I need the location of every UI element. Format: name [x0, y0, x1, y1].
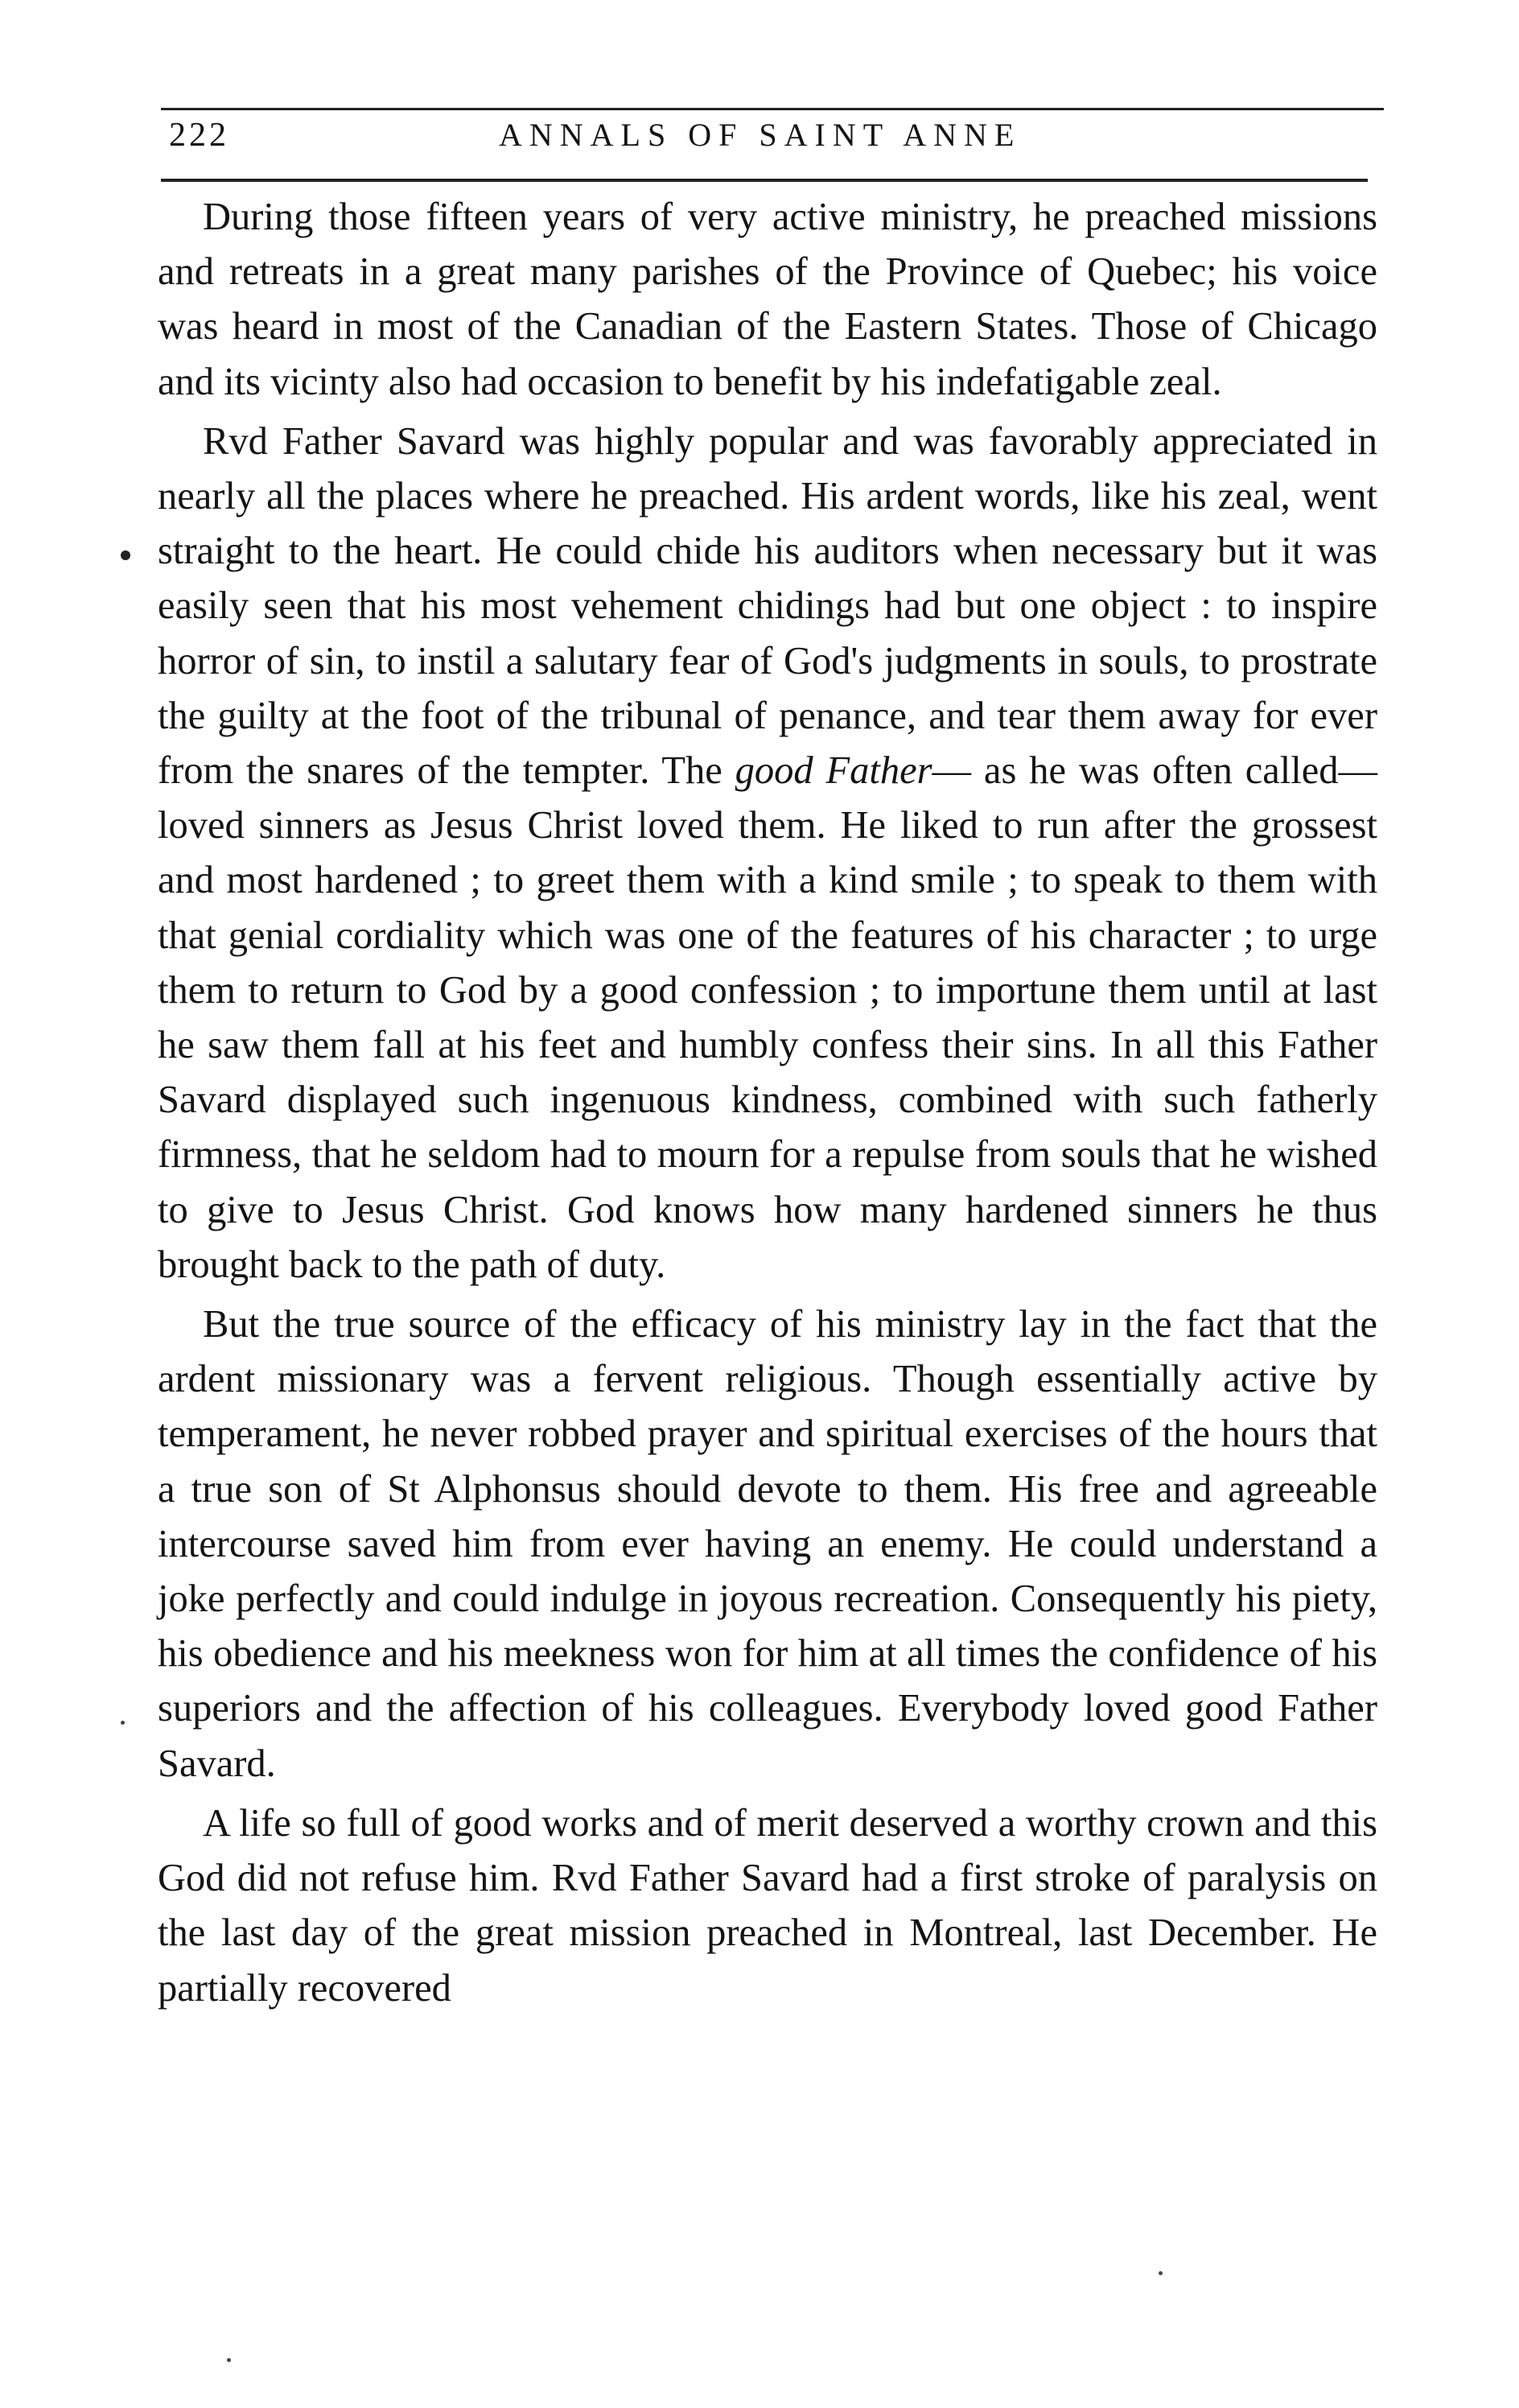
- margin-speck: [121, 1721, 125, 1725]
- margin-dot-mark: [121, 550, 130, 560]
- paragraph-2-italic: good Father: [735, 749, 932, 793]
- paragraph-2-part-2: — as he was often called— loved sinners as Jesus Christ loved them. He liked to run after the grossest and most hardened ; to greet them with a kind smile ; to speak to them with that genial cordiality which was one of the features of his character ; to urge them to return to God by a good confession ; to importune them until at last he saw them fall at his feet and humbly confess their sins. In all this Father Savard displayed such ingenuous kindness, combined with such fatherly firmness, that he seldom had to mourn for a repulse from souls that he wished to give to Jesus Christ. God knows how many hardened sinners he thus brought back to the path of duty.: [158, 749, 1377, 1286]
- paragraph-2: [158, 414, 1377, 1293]
- header-rule: [161, 179, 1368, 182]
- paragraph-1: During those fifteen years of very active ministry, he preached missions and retreats in a great many parishes of the Province of Quebec; his voice was heard in most of the Canadian of the Eastern States. Those of Chicago and its vicinty also had occasion to benefit by his indefatigable zeal.: [158, 196, 1377, 403]
- running-title: ANNALS OF SAINT ANNE: [499, 117, 1022, 153]
- paragraph-4: A life so full of good works and of merit deserved a worthy crown and this God did not refuse him. Rvd Father Savard had a first stroke of paralysis on the last day of the great mission preached in Montreal, last December. He partially recovered: [158, 1801, 1377, 2010]
- page-speck: [1159, 2271, 1163, 2275]
- page-speck-bottom: [227, 2358, 231, 2362]
- page-number: 222: [169, 117, 229, 154]
- body-text: [158, 190, 1377, 2021]
- running-head: [161, 109, 1374, 166]
- paragraph-3: But the true source of the efficacy of his ministry lay in the fact that the ardent missionary was a fervent religious. Though essentially active by temperament, he never robbed prayer and spiritual exercises of the hours that a true son of St Alphonsus should devote to them. His free and agreeable intercourse saved him from ever having an enemy. He could understand a joke perfectly and could indulge in joyous recreation. Consequently his piety, his obedience and his meekness won for him at all times the confidence of his superiors and the affection of his colleagues. Everybody loved good Father Savard.: [158, 1303, 1377, 1785]
- paragraph-2-part-1: Rvd Father Savard was highly popular and was favorably appreciated in nearly all the places where he preached. His ardent words, like his zeal, went straight to the heart. He could chide his auditors when necessary but it was easily seen that his most vehement chidings had but one object : to inspire horror of sin, to instil a salutary fear of God's judgments in souls, to prostrate the guilty at the foot of the tribunal of penance, and tear them away for ever from the snares of the tempter. The: [158, 419, 1377, 793]
